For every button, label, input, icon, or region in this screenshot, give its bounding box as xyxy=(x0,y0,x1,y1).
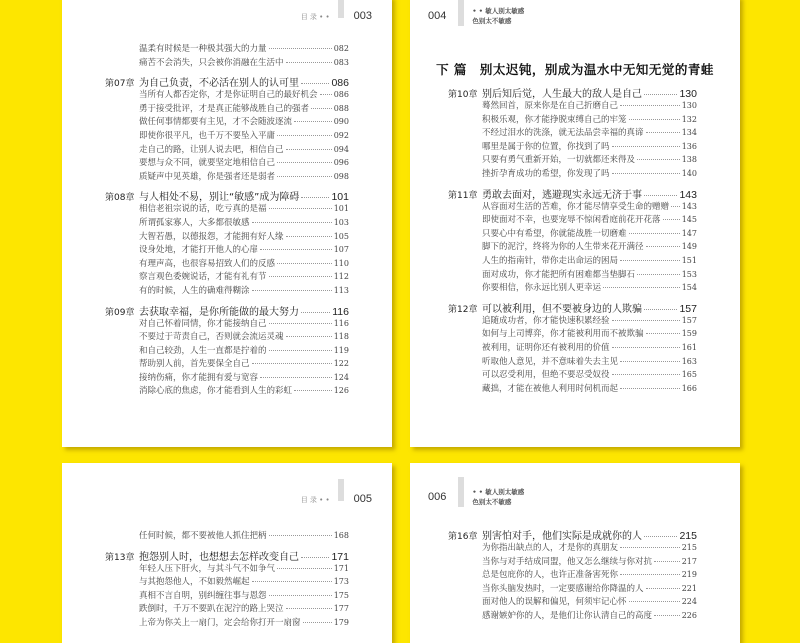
dot-leader xyxy=(252,290,332,291)
entry-title: 帮助别人前，首先要保全自己 xyxy=(139,359,250,370)
entry-title: 即使你很平凡，也千万不要坠入平庸 xyxy=(139,130,276,141)
toc-section-entry[interactable] xyxy=(448,281,697,295)
entry-page-number: 217 xyxy=(681,556,697,566)
dot-leader xyxy=(320,94,332,95)
dot-leader xyxy=(311,108,332,109)
toc-chapter-entry[interactable] xyxy=(448,527,697,541)
running-head-line-2: 色别太不敏感 xyxy=(472,498,512,506)
entry-page-number: 219 xyxy=(681,570,697,580)
entry-page-number: 153 xyxy=(681,269,697,279)
entry-page-number: 116 xyxy=(333,318,349,328)
entry-page-number: 107 xyxy=(333,245,349,255)
entry-title: 跌倒时，千万不要趴在泥泞的路上哭泣 xyxy=(139,604,284,615)
entry-title: 相信老祖宗说的话，吃亏真的是福 xyxy=(139,204,267,215)
entry-page-number: 143 xyxy=(681,201,697,211)
entry-page-number: 179 xyxy=(333,617,349,627)
entry-page-number: 118 xyxy=(333,332,349,342)
entry-page-number: 130 xyxy=(681,101,697,110)
entry-title: 所谓孤家寡人，大多都很敏感 xyxy=(139,217,250,228)
entry-title: 做任何事情都要有主见，才不会随波逐流 xyxy=(139,117,293,128)
entry-title: 与其抱怨他人，不如毅然崛起 xyxy=(139,577,250,588)
toc-section-entry[interactable] xyxy=(105,102,349,116)
entry-page-number: 086 xyxy=(331,77,349,90)
entry-page-number: 159 xyxy=(681,329,697,339)
dot-leader xyxy=(301,557,329,558)
entry-title: 要想与众不同，就要坚定地相信自己 xyxy=(139,158,276,169)
entry-title: 真相不言自明，别纠缠往事与恩怨 xyxy=(139,590,267,601)
toc-section-entry[interactable] xyxy=(105,156,349,170)
running-head xyxy=(472,487,524,507)
entry-title: 有的时候，人生的确难得糊涂 xyxy=(139,285,250,296)
entry-page-number: 221 xyxy=(681,583,697,593)
toc-section-entry[interactable] xyxy=(448,327,697,341)
toc-section-entry[interactable] xyxy=(448,167,697,181)
dot-leader xyxy=(646,132,680,133)
entry-title: 察言观色委婉说话，才能有礼有节 xyxy=(139,272,267,283)
dot-leader xyxy=(612,173,680,174)
toc-list xyxy=(62,529,392,630)
chapter-label: 第16章 xyxy=(448,532,478,542)
entry-page-number: 171 xyxy=(331,550,349,563)
toc-section-entry[interactable] xyxy=(448,240,697,254)
entry-page-number: 092 xyxy=(333,130,349,140)
chapter-label: 第12章 xyxy=(448,304,478,315)
entry-page-number: 090 xyxy=(333,117,349,127)
entry-page-number: 215 xyxy=(679,530,697,542)
dot-leader xyxy=(269,535,332,536)
entry-title: 年轻人压下肝火，与其斗气不如争气 xyxy=(139,563,276,574)
entry-title: 任何时候，都不要被他人抓住把柄 xyxy=(139,531,267,541)
toc-section-entry[interactable] xyxy=(105,88,349,102)
running-head-line-1: • • 敏人别太敏感 xyxy=(472,7,525,15)
toc-section-entry[interactable] xyxy=(105,42,349,56)
entry-title: 有理声高，也很容易招致人们的反感 xyxy=(139,258,276,269)
toc-section-entry[interactable] xyxy=(105,257,349,271)
entry-title: 当你与对手结成同盟，他又怎么继续与你对抗 xyxy=(482,556,653,567)
entry-page-number: 149 xyxy=(681,242,697,252)
entry-page-number: 215 xyxy=(681,543,697,552)
toc-page-006 xyxy=(410,463,740,643)
entry-page-number: 101 xyxy=(331,191,349,204)
entry-title: 听取他人意见，并不意味着失去主见 xyxy=(482,356,619,367)
entry-page-number: 177 xyxy=(333,604,349,614)
running-head: 目 录 • • xyxy=(300,496,330,504)
running-head: 目 录 • • xyxy=(300,13,330,21)
entry-title: 抱怨别人时，也想想去怎样改变自己 xyxy=(139,551,299,563)
toc-section-entry[interactable] xyxy=(448,568,697,582)
toc-section-entry[interactable] xyxy=(448,140,697,154)
toc-section-entry[interactable] xyxy=(105,243,349,257)
toc-section-entry[interactable] xyxy=(448,609,697,623)
toc-section-entry[interactable] xyxy=(105,115,349,129)
dot-leader xyxy=(620,574,680,575)
entry-title: 积极乐观，你才能挣脱束缚自己的牢笼 xyxy=(482,114,627,125)
toc-chapter-entry[interactable] xyxy=(448,85,697,99)
toc-section-entry[interactable] xyxy=(105,344,349,358)
header-bar xyxy=(338,0,344,18)
toc-chapter-entry[interactable] xyxy=(105,548,349,562)
dot-leader xyxy=(277,135,332,136)
entry-page-number: 103 xyxy=(333,217,349,227)
entry-title: 如何与上司博弈，你才能被利用而不被欺骗 xyxy=(482,329,644,340)
entry-title: 勇于接受批评，才是真正能够战胜自己的强者 xyxy=(139,103,310,114)
dot-leader xyxy=(277,263,332,264)
entry-title: 当你头脑发热时，一定要感谢给你降温的人 xyxy=(482,583,644,594)
entry-page-number: 175 xyxy=(333,590,349,600)
entry-page-number: 113 xyxy=(333,285,349,295)
entry-page-number: 140 xyxy=(681,168,697,178)
entry-title: 从容面对生活的苦难，你才能尽情享受生命的赠赠 xyxy=(482,201,670,212)
entry-title: 上帝为你关上一扇门，定会给你打开一扇窗 xyxy=(139,617,301,628)
chapter-label: 第13章 xyxy=(105,552,135,563)
entry-page-number: 126 xyxy=(333,386,349,396)
entry-page-number: 132 xyxy=(681,114,697,124)
toc-section-entry[interactable] xyxy=(105,129,349,143)
dot-leader xyxy=(644,195,677,196)
entry-page-number: 226 xyxy=(681,610,697,620)
dot-leader xyxy=(269,276,332,277)
page-header xyxy=(428,487,524,507)
entry-title: 痛苦不会消失，只会被你消融在生活中 xyxy=(139,57,284,68)
dot-leader xyxy=(603,287,680,288)
entry-title: 别后知后觉，人生最大的敌人是自己 xyxy=(482,89,642,100)
dot-leader xyxy=(277,176,332,177)
entry-page-number: 105 xyxy=(333,231,349,241)
entry-title: 为你指出缺点的人，才是你的真朋友 xyxy=(482,543,619,553)
entry-page-number: 173 xyxy=(333,577,349,587)
entry-page-number: 098 xyxy=(333,171,349,181)
toc-section-entry[interactable] xyxy=(448,368,697,382)
toc-page-003 xyxy=(62,0,392,447)
entry-page-number: 151 xyxy=(681,255,697,265)
dot-leader xyxy=(303,622,332,623)
dot-leader xyxy=(286,336,332,337)
entry-page-number: 116 xyxy=(332,305,349,318)
entry-title: 藏拙，才能在被他人利用时伺机而起 xyxy=(482,383,619,394)
entry-page-number: 122 xyxy=(333,359,349,369)
entry-title: 感谢嫉妒你的人，是他们让你认清自己的高度 xyxy=(482,610,653,621)
dot-leader xyxy=(620,547,680,548)
page-header xyxy=(301,489,372,505)
entry-page-number: 096 xyxy=(333,158,349,168)
entry-page-number: 165 xyxy=(681,370,697,380)
dot-leader xyxy=(620,361,680,362)
header-bar xyxy=(458,477,464,507)
dot-leader xyxy=(260,249,332,250)
dot-leader xyxy=(286,62,332,63)
entry-title: 可以被利用，但不要被身边的人欺骗 xyxy=(482,303,642,315)
toc-section-entry[interactable] xyxy=(448,126,697,140)
dot-leader xyxy=(644,94,677,95)
toc-section-entry[interactable] xyxy=(105,202,349,216)
page-number: 004 xyxy=(428,10,447,22)
entry-title: 消除心底的焦虑，你才能看到人生的彩虹 xyxy=(139,386,293,397)
toc-list xyxy=(410,527,740,623)
entry-page-number: 145 xyxy=(681,215,697,225)
entry-page-number: 134 xyxy=(681,128,697,138)
dot-leader xyxy=(252,222,332,223)
dot-leader xyxy=(654,615,680,616)
entry-page-number: 094 xyxy=(333,144,349,154)
entry-title: 挫折孕育成功的希望，你发现了吗 xyxy=(482,168,610,179)
toc-section-entry[interactable] xyxy=(105,602,349,616)
toc-section-entry[interactable] xyxy=(448,200,697,214)
toc-section-entry[interactable] xyxy=(448,113,697,127)
header-bar xyxy=(458,0,464,26)
entry-page-number: 088 xyxy=(333,103,349,113)
dot-leader xyxy=(671,206,680,207)
entry-title: 当所有人都否定你，才是你证明自己的最好机会 xyxy=(139,90,318,101)
dot-leader xyxy=(646,588,680,589)
dot-leader xyxy=(646,333,680,334)
dot-leader xyxy=(654,561,680,562)
entry-title: 不要过于苛责自己，否则就会流运灵魂 xyxy=(139,332,284,343)
toc-section-entry[interactable] xyxy=(105,143,349,157)
entry-title: 接纳伤痛，你才能拥有爱与宽容 xyxy=(139,372,259,383)
toc-section-entry[interactable] xyxy=(448,314,697,328)
toc-section-entry[interactable] xyxy=(105,317,349,331)
chapter-label: 第07章 xyxy=(105,79,135,90)
entry-title: 大智若愚，以德报怨，才能拥有好人缘 xyxy=(139,231,284,242)
entry-title: 面对他人的误解和偏见，何须牢记心怀 xyxy=(482,597,627,608)
page-header xyxy=(428,6,524,26)
dot-leader xyxy=(644,536,677,537)
toc-section-entry[interactable] xyxy=(448,341,697,355)
dot-leader xyxy=(301,83,329,84)
running-head-line-2: 色别太不敏感 xyxy=(472,17,512,25)
running-head-line-1: • • 敏人别太敏感 xyxy=(472,488,525,496)
entry-page-number: 163 xyxy=(681,356,697,366)
entry-page-number: 166 xyxy=(681,383,697,393)
entry-title: 脚下的泥泞，终将为你的人生带来花开满径 xyxy=(482,242,644,253)
dot-leader xyxy=(286,149,332,150)
dot-leader xyxy=(646,246,680,247)
dot-leader xyxy=(294,390,332,391)
toc-section-entry[interactable] xyxy=(105,56,349,70)
dot-leader xyxy=(301,312,330,313)
entry-title: 去获取幸福，是你所能做的最大努力 xyxy=(139,306,299,318)
entry-title: 为自己负责，不必活在别人的认可里 xyxy=(139,78,299,90)
toc-section-entry[interactable] xyxy=(105,170,349,184)
entry-page-number: 224 xyxy=(681,597,697,607)
dot-leader xyxy=(286,236,332,237)
entry-page-number: 161 xyxy=(681,342,697,352)
toc-section-entry[interactable] xyxy=(448,555,697,569)
entry-title: 别害怕对手，他们实际是成就你的人 xyxy=(482,531,642,542)
toc-section-entry[interactable] xyxy=(448,227,697,241)
dot-leader xyxy=(269,48,332,49)
entry-page-number: 130 xyxy=(679,88,697,100)
toc-section-entry[interactable] xyxy=(105,589,349,603)
dot-leader xyxy=(269,595,332,596)
toc-section-entry[interactable] xyxy=(448,268,697,282)
chapter-label: 第11章 xyxy=(448,190,478,201)
dot-leader xyxy=(277,162,332,163)
toc-section-entry[interactable] xyxy=(448,582,697,596)
toc-section-entry[interactable] xyxy=(105,330,349,344)
dot-leader xyxy=(269,323,332,324)
entry-page-number: 083 xyxy=(333,57,349,67)
toc-section-entry[interactable] xyxy=(105,529,349,543)
dot-leader xyxy=(620,260,680,261)
entry-title: 面对成功，你才能把所有困难都当垫脚石 xyxy=(482,269,636,280)
entry-page-number: 136 xyxy=(681,141,697,151)
entry-page-number: 157 xyxy=(679,302,697,315)
toc-section-entry[interactable] xyxy=(448,99,697,113)
toc-section-entry[interactable] xyxy=(448,355,697,369)
toc-section-entry[interactable] xyxy=(105,230,349,244)
toc-section-entry[interactable] xyxy=(448,382,697,396)
header-bar xyxy=(338,479,344,501)
dot-leader xyxy=(620,388,680,389)
dot-leader xyxy=(260,377,332,378)
dot-leader xyxy=(286,608,332,609)
entry-title: 被利用，证明你还有被利用的价值 xyxy=(482,342,610,353)
entry-title: 勇敢去面对，逃避现实永远无济于事 xyxy=(482,189,642,201)
toc-section-entry[interactable] xyxy=(448,254,697,268)
dot-leader xyxy=(644,309,677,310)
entry-page-number: 124 xyxy=(333,372,349,382)
entry-page-number: 119 xyxy=(333,345,349,355)
entry-title: 对自己怀着同情，你才能接纳自己 xyxy=(139,318,267,329)
entry-title: 追随成功者，你才能快速积累经验 xyxy=(482,315,610,326)
toc-chapter-entry[interactable] xyxy=(105,188,349,202)
entry-title: 不经过泪水的洗涤，就无法品尝幸福的真谛 xyxy=(482,128,644,139)
dot-leader xyxy=(637,274,680,275)
toc-section-entry[interactable] xyxy=(105,575,349,589)
dot-leader xyxy=(612,347,680,348)
dot-leader xyxy=(612,146,680,147)
entry-title: 人生的指南针，带你走出命运的困局 xyxy=(482,255,619,266)
page-number: 003 xyxy=(353,10,372,22)
dot-leader xyxy=(637,159,680,160)
toc-section-entry[interactable] xyxy=(105,384,349,398)
entry-title: 质疑声中见英雄，你是强者还是弱者 xyxy=(139,171,276,182)
entry-title: 温柔有时候是一种极其强大的力量 xyxy=(139,44,267,54)
chapter-label: 第10章 xyxy=(448,90,478,100)
entry-page-number: 147 xyxy=(681,228,697,238)
entry-title: 即使面对不幸，也要宠辱不惊闲看庭前花开花落 xyxy=(482,215,661,226)
toc-section-entry[interactable] xyxy=(105,616,349,630)
entry-title: 和自己较劲，人生一直都是拧着的 xyxy=(139,345,267,356)
entry-page-number: 110 xyxy=(333,258,349,268)
dot-leader xyxy=(620,105,680,106)
entry-page-number: 154 xyxy=(681,283,697,293)
dot-leader xyxy=(629,233,680,234)
dot-leader xyxy=(252,581,332,582)
toc-section-entry[interactable] xyxy=(105,270,349,284)
dot-leader xyxy=(663,219,680,220)
dot-leader xyxy=(269,208,332,209)
entry-page-number: 143 xyxy=(679,188,697,201)
dot-leader xyxy=(612,374,680,375)
running-head xyxy=(472,6,524,26)
toc-chapter-entry[interactable] xyxy=(448,300,697,314)
page-number: 005 xyxy=(353,493,372,505)
toc-chapter-entry[interactable] xyxy=(105,74,349,88)
toc-list xyxy=(410,85,740,395)
toc-list xyxy=(62,42,392,398)
entry-title: 可以忍受利用，但绝不要忍受奴役 xyxy=(482,370,610,381)
entry-page-number: 168 xyxy=(333,531,349,540)
entry-title: 只要心中有希望，你就能战胜一切磨难 xyxy=(482,228,627,239)
part-title: 下 篇 别太迟钝，别成为温水中无知无觉的青蛙 xyxy=(436,62,714,77)
dot-leader xyxy=(301,197,329,198)
toc-chapter-entry[interactable] xyxy=(105,303,349,317)
toc-section-entry[interactable] xyxy=(105,371,349,385)
dot-leader xyxy=(612,320,680,321)
entry-title: 走自己的路，让别人说去吧，相信自己 xyxy=(139,144,284,155)
dot-leader xyxy=(277,568,332,569)
dot-leader xyxy=(294,121,332,122)
toc-section-entry[interactable] xyxy=(105,562,349,576)
toc-chapter-entry[interactable] xyxy=(448,186,697,200)
chapter-label: 第09章 xyxy=(105,307,135,318)
entry-page-number: 101 xyxy=(333,204,349,214)
entry-title: 与人相处不易，别让“敏感”成为障碍 xyxy=(139,192,300,204)
entry-page-number: 086 xyxy=(333,90,349,100)
dot-leader xyxy=(629,601,680,602)
dot-leader xyxy=(252,363,332,364)
toc-page-005 xyxy=(62,463,392,643)
toc-section-entry[interactable] xyxy=(105,357,349,371)
dot-leader xyxy=(269,350,332,351)
toc-section-entry[interactable] xyxy=(448,153,697,167)
entry-page-number: 112 xyxy=(333,272,349,282)
entry-title: 你要相信，你永远比别人更幸运 xyxy=(482,283,602,294)
toc-section-entry[interactable] xyxy=(448,213,697,227)
entry-title: 哪里是属于你的位置，你找到了吗 xyxy=(482,141,610,152)
entry-title: 蓦然回首，原来你是在自己折磨自己 xyxy=(482,101,619,111)
page-header xyxy=(301,6,372,22)
toc-section-entry[interactable] xyxy=(448,541,697,555)
chapter-label: 第08章 xyxy=(105,193,135,204)
toc-page-004 xyxy=(410,0,740,447)
dot-leader xyxy=(629,119,680,120)
entry-title: 只要有勇气重新开始，一切就都还来得及 xyxy=(482,155,636,166)
entry-page-number: 157 xyxy=(681,315,697,325)
toc-section-entry[interactable] xyxy=(105,216,349,230)
toc-section-entry[interactable] xyxy=(448,595,697,609)
entry-title: 总是包庇你的人，也许正准备害死你 xyxy=(482,570,619,581)
entry-page-number: 138 xyxy=(681,155,697,165)
entry-title: 设身处地，才能打开他人的心扉 xyxy=(139,245,259,256)
page-number: 006 xyxy=(428,491,447,503)
entry-page-number: 171 xyxy=(333,563,349,573)
entry-page-number: 082 xyxy=(333,44,349,53)
toc-section-entry[interactable] xyxy=(105,284,349,298)
